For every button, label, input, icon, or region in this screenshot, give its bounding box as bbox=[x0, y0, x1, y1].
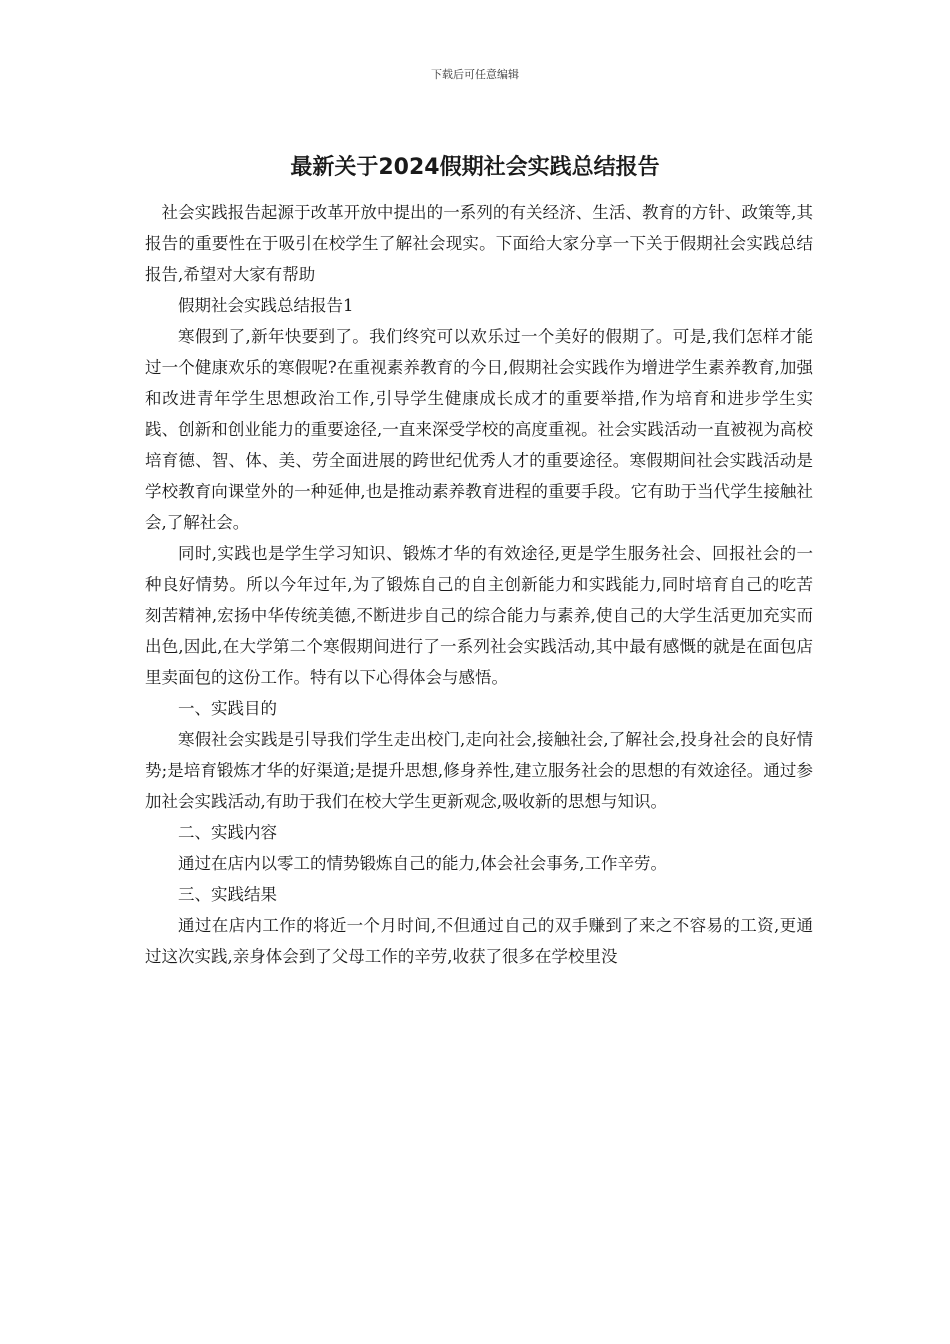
document-title: 最新关于2024假期社会实践总结报告 bbox=[290, 155, 660, 180]
section-heading-results: 三、实践结果 bbox=[178, 885, 277, 904]
body-paragraph: 寒假社会实践是引导我们学生走出校门,走向社会,接触社会,了解社会,投身社会的良好情势;是培育锻炼才华的好渠道;是提升思想,修身养性,建立服务社会的思想的有效途径。通过参加社会实践活动,有助于我们在校大学生更新观念,吸收新的思想与知识。 bbox=[145, 730, 813, 811]
intro-paragraph: 社会实践报告起源于改革开放中提出的一系列的有关经济、生活、教育的方针、政策等,其报告的重要性在于吸引在校学生了解社会现实。下面给大家分享一下关于假期社会实践总结报告,希望对大家有帮助 bbox=[145, 203, 813, 284]
document-body bbox=[145, 197, 813, 972]
section-heading-content: 二、实践内容 bbox=[178, 823, 277, 842]
section-heading-purpose: 一、实践目的 bbox=[178, 699, 277, 718]
body-paragraph: 寒假到了,新年快要到了。我们终究可以欢乐过一个美好的假期了。可是,我们怎样才能过一个健康欢乐的寒假呢?在重视素养教育的今日,假期社会实践作为增进学生素养教育,加强和改进青年学生思想政治工作,引导学生健康成长成才的重要举措,作为培育和进步学生实践、创新和创业能力的重要途径,一直来深受学校的高度重视。社会实践活动一直被视为高校培育德、智、体、美、劳全面进展的跨世纪优秀人才的重要途径。寒假期间社会实践活动是学校教育向课堂外的一种延伸,也是推动素养教育进程的重要手段。它有助于当代学生接触社会,了解社会。 bbox=[145, 327, 813, 532]
body-paragraph: 通过在店内工作的将近一个月时间,不但通过自己的双手赚到了来之不容易的工资,更通过这次实践,亲身体会到了父母工作的辛劳,收获了很多在学校里没 bbox=[145, 916, 813, 966]
body-paragraph: 同时,实践也是学生学习知识、锻炼才华的有效途径,更是学生服务社会、回报社会的一种良好情势。所以今年过年,为了锻炼自己的自主创新能力和实践能力,同时培育自己的吃苦刻苦精神,宏扬中华传统美德,不断进步自己的综合能力与素养,使自己的大学生活更加充实而出色,因此,在大学第二个寒假期间进行了一系列社会实践活动,其中最有感慨的就是在面包店里卖面包的这份工作。特有以下心得体会与感悟。 bbox=[145, 544, 813, 687]
body-paragraph: 通过在店内以零工的情势锻炼自己的能力,体会社会事务,工作辛劳。 bbox=[178, 854, 667, 873]
report-subtitle: 假期社会实践总结报告1 bbox=[178, 296, 354, 315]
page-header-note: 下载后可任意编辑 bbox=[431, 68, 519, 81]
